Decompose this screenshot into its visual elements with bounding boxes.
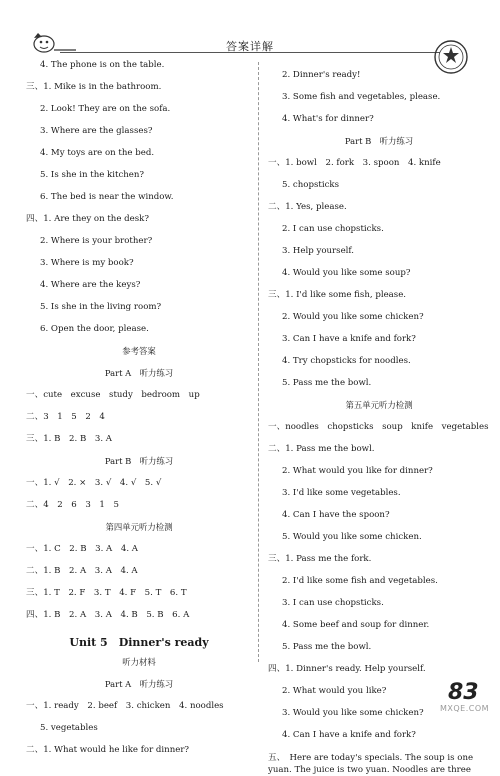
unit-title: Unit 5 Dinner's ready <box>69 636 209 649</box>
section-heading: 第四单元听力检测 <box>105 522 173 532</box>
answer-line: 二、1. Yes, please. <box>268 202 347 212</box>
answer-line: 5. Pass me the bowl. <box>282 642 372 652</box>
right-column <box>268 70 490 776</box>
answer-line: 3. Help yourself. <box>282 246 355 256</box>
answer-line: 3. I can use chopsticks. <box>282 598 384 608</box>
answer-line: 5. chopsticks <box>282 180 339 190</box>
answer-line: 四、1. B 2. A 3. A 4. B 5. B 6. A <box>26 610 190 620</box>
section-heading: 参考答案 <box>122 346 156 356</box>
answer-line: 二、1. What would he like for dinner? <box>26 745 190 755</box>
answer-line: 四、1. Dinner's ready. Help yourself. <box>268 664 426 674</box>
header-rule <box>60 52 440 53</box>
answer-line: 三、1. Mike is in the bathroom. <box>26 82 162 92</box>
answer-line: 6. The bed is near the window. <box>40 192 174 202</box>
page-number: 83 <box>448 680 479 705</box>
answer-line: 5. Pass me the bowl. <box>282 378 372 388</box>
answer-line: 2. Dinner's ready! <box>282 70 361 80</box>
answer-line: 2. What would you like? <box>282 686 387 696</box>
answer-line: 2. I'd like some fish and vegetables. <box>282 576 438 586</box>
answer-line: 二、3 1 5 2 4 <box>26 412 105 422</box>
column-divider <box>258 62 259 662</box>
answer-line: 2. Look! They are on the sofa. <box>40 104 171 114</box>
answer-line: 三、1. Pass me the fork. <box>268 554 372 564</box>
answer-line: 4. Can I have the spoon? <box>282 510 390 520</box>
answer-line: 4. My toys are on the bed. <box>40 148 155 158</box>
answer-line: 一、noodles chopsticks soup knife vegetables <box>268 422 489 432</box>
answer-line: 3. I'd like some vegetables. <box>282 488 401 498</box>
section-heading: 第五单元听力检测 <box>345 400 413 410</box>
answer-line: 5. vegetables <box>40 723 98 733</box>
answer-line: 3. Would you like some chicken? <box>282 708 424 718</box>
answer-line: 三、1. I'd like some fish, please. <box>268 290 407 300</box>
answer-line: 一、1. bowl 2. fork 3. spoon 4. knife <box>268 158 441 168</box>
section-heading: Part A 听力练习 <box>104 679 174 689</box>
answer-line: 4. Where are the keys? <box>40 280 141 290</box>
answer-line: 5. Would you like some chicken. <box>282 532 422 542</box>
answer-line: 4. Would you like some soup? <box>282 268 411 278</box>
section-heading: Part B 听力练习 <box>344 136 414 146</box>
answer-line: 5. Is she in the kitchen? <box>40 170 145 180</box>
answer-line: 三、1. T 2. F 3. T 4. F 5. T 6. T <box>26 588 187 598</box>
watermark-site: MXQE.COM <box>440 704 490 713</box>
answer-line: 4. Some beef and soup for dinner. <box>282 620 430 630</box>
answer-line: 5. Is she in the living room? <box>40 302 162 312</box>
page-header <box>0 0 500 62</box>
answer-line: 4. Try chopsticks for noodles. <box>282 356 411 366</box>
answer-line: 4. What's for dinner? <box>282 114 374 124</box>
answer-line: 2. I can use chopsticks. <box>282 224 384 234</box>
answer-line: 一、1. C 2. B 3. A 4. A <box>26 544 138 554</box>
answer-line: 三、1. B 2. B 3. A <box>26 434 113 444</box>
answer-line: 一、1. √ 2. × 3. √ 4. √ 5. √ <box>26 478 162 488</box>
answer-line: 一、cute excuse study bedroom up <box>26 390 200 400</box>
answer-line: 3. Can I have a knife and fork? <box>282 334 416 344</box>
answer-line: 2. Where is your brother? <box>40 236 153 246</box>
answer-line: 3. Some fish and vegetables, please. <box>282 92 441 102</box>
answer-line: 2. Would you like some chicken? <box>282 312 424 322</box>
page-title: 答案详解 <box>226 40 274 53</box>
answer-line: 6. Open the door, please. <box>40 324 149 334</box>
answer-line: 二、4 2 6 3 1 5 <box>26 500 119 510</box>
section-heading: 听力材料 <box>122 657 156 667</box>
answer-line: 4. The phone is on the table. <box>40 60 165 70</box>
section-heading: Part A 听力练习 <box>104 368 174 378</box>
left-column <box>26 60 252 756</box>
answer-line: 4. Can I have a knife and fork? <box>282 730 416 740</box>
answer-line: 二、1. Pass me the bowl. <box>268 444 375 454</box>
answer-line: 二、1. B 2. A 3. A 4. A <box>26 566 138 576</box>
answer-line: 四、1. Are they on the desk? <box>26 214 149 224</box>
answer-line: 2. What would you like for dinner? <box>282 466 433 476</box>
answer-line: 3. Where is my book? <box>40 258 134 268</box>
answer-line: 3. Where are the glasses? <box>40 126 153 136</box>
answer-line: 一、1. ready 2. beef 3. chicken 4. noodles <box>26 701 224 711</box>
section-heading: Part B 听力练习 <box>104 456 174 466</box>
answer-paragraph: 五、 Here are today's specials. The soup is one yuan. The juice is two yuan. Noodles are three <box>268 753 474 775</box>
